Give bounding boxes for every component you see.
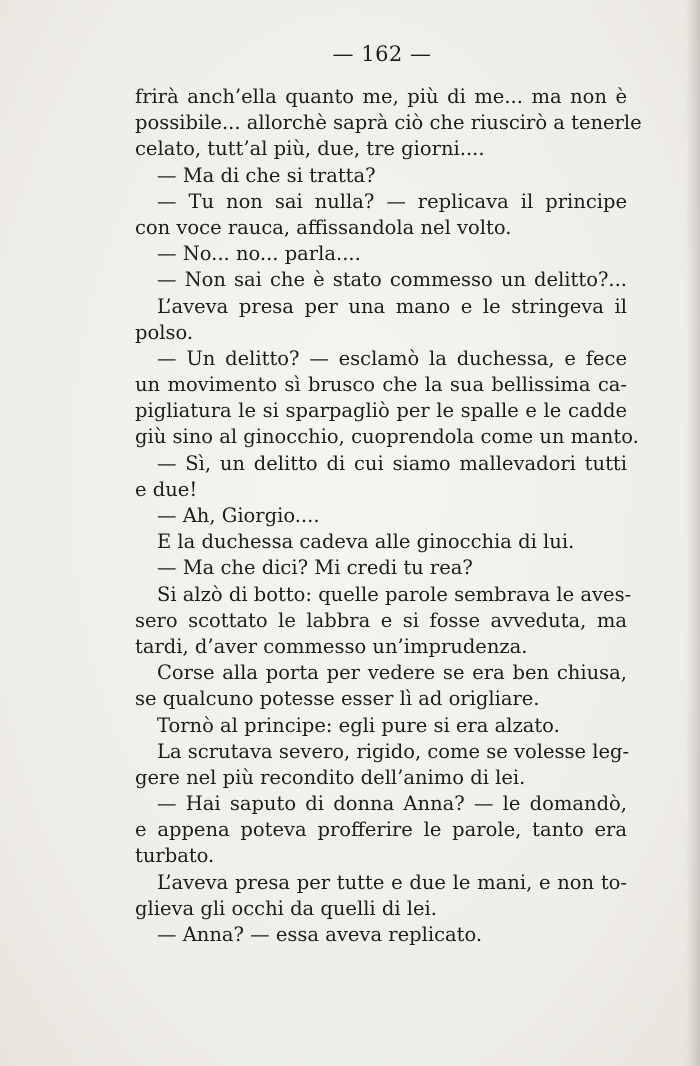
text-line: e appena poteva profferire le parole, tanto era (135, 818, 627, 842)
text-line: un movimento sì brusco che la sua bellissima ca- (135, 373, 627, 397)
text-line: — Un delitto? — esclamò la duchessa, e fece (157, 346, 627, 370)
body-text (135, 84, 642, 948)
text-line: sero scottato le labbra e si fosse avveduta, ma (135, 608, 627, 632)
text-line: La scrutava severo, rigido, come se volesse leg- (157, 739, 630, 763)
text-line: Corse alla porta per vedere se era ben chiusa, (157, 661, 627, 685)
page-edge-shadow (686, 0, 700, 1066)
text-line: Tornò al principe: egli pure si era alzato. (157, 713, 560, 737)
text-line: gere nel più recondito dell’animo di lei. (135, 765, 526, 789)
text-line: L’aveva presa per tutte e due le mani, e non to- (157, 870, 627, 894)
text-line: — Tu non sai nulla? — replicava il principe (157, 189, 627, 213)
text-line: — Sì, un delitto di cui siamo mallevadori tutti (157, 451, 627, 475)
text-line: E la duchessa cadeva alle ginocchia di lui. (157, 530, 575, 554)
text-line: possibile... allorchè saprà ciò che riuscirò a tenerle (135, 111, 642, 135)
text-line: tardi, d’aver commesso un’imprudenza. (135, 634, 528, 658)
text-line: con voce rauca, affissandola nel volto. (135, 215, 512, 239)
text-line: — Ah, Giorgio.... (157, 504, 320, 527)
text-line: L’aveva presa per una mano e le stringeva il (157, 294, 627, 318)
text-line: — No... no... parla.... (157, 242, 361, 266)
text-line: celato, tutt’al più, due, tre giorni.... (135, 137, 485, 161)
text-line: Si alzò di botto: quelle parole sembrava le aves- (157, 582, 632, 606)
text-line: e due! (135, 477, 198, 501)
text-line: — Hai saputo di donna Anna? — le domandò, (157, 792, 627, 816)
text-line: se qualcuno potesse esser lì ad origliare. (135, 687, 540, 711)
text-line: frirà anch’ella quanto me, più di me... ma non è (135, 85, 627, 108)
text-line: glieva gli occhi da quelli di lei. (135, 896, 437, 920)
text-line: — Non sai che è stato commesso un delitto?... (157, 268, 627, 292)
text-line: polso. (135, 320, 194, 344)
page-number: — 162 — (332, 42, 432, 66)
text-line: turbato. (135, 844, 215, 868)
text-line: pigliatura le si sparpagliò per le spalle e le cadde (135, 399, 627, 423)
text-line: giù sino al ginocchio, cuoprendola come un manto. (135, 425, 639, 449)
text-line: — Ma di che si tratta? (157, 163, 376, 187)
text-line: — Ma che dici? Mi credi tu rea? (157, 556, 473, 580)
text-line: — Anna? — essa aveva replicato. (157, 923, 483, 946)
